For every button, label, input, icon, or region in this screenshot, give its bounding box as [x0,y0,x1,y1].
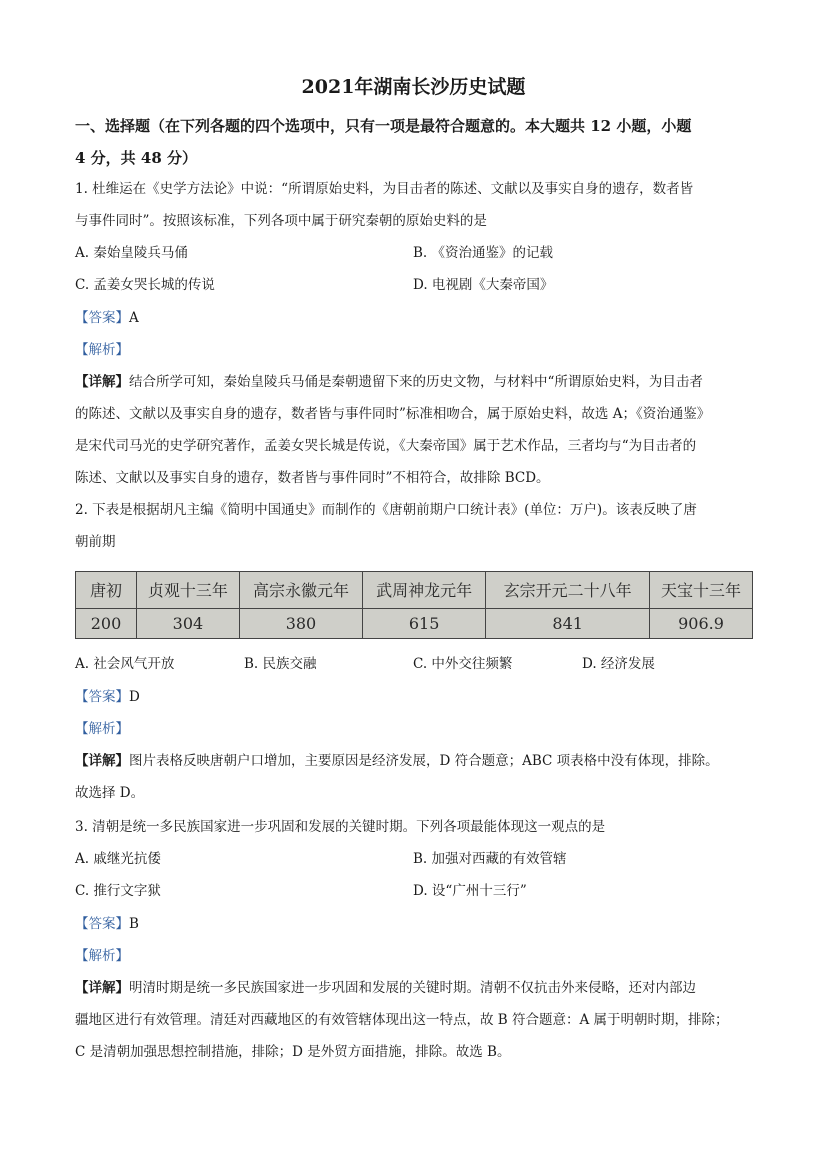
table-header-row [76,572,753,609]
q2-detail-line2: 故选择 D。 [75,785,145,801]
q1-analysis-label: 【解析】 [75,342,129,358]
q1-detail-line4: 陈述、文献以及事实自身的遗存，数者皆与事件同时”不相符合，故排除 BCD。 [75,470,550,486]
detail-label: 【详解】 [75,374,129,390]
table-header-cell: 武周神龙元年 [363,572,486,609]
q1-stem-line2: 与事件同时”。按照该标准，下列各项中属于研究秦朝的原始史料的是 [75,213,487,229]
table-header-cell: 天宝十三年 [650,572,753,609]
table-cell: 841 [486,608,650,638]
page-title: 2021年湖南长沙历史试题 [301,76,526,98]
q1-option-b: B. 《资治通鉴》的记载 [413,245,554,261]
q1-option-d: D. 电视剧《大秦帝国》 [413,277,554,293]
q1-detail-line2: 的陈述、文献以及事实自身的遗存，数者皆与事件同时”标准相吻合，属于原始史料，故选 A；《资治通鉴》 [75,406,711,422]
q3-answer [75,914,755,934]
q2-stem-line2: 朝前期 [75,534,116,550]
q3-option-d: D. 设“广州十三行” [413,883,527,899]
table-cell: 200 [76,608,137,638]
table-cell: 380 [239,608,362,638]
table-cell: 304 [137,608,240,638]
q2-answer-value: D [129,689,140,705]
q3-detail-text1: 明清时期是统一多民族国家进一步巩固和发展的关键时期。清朝不仅抗击外来侵略，还对内部边 [129,980,696,996]
table-header-cell: 贞观十三年 [137,572,240,609]
q3-stem-line1: 3. 清朝是统一多民族国家进一步巩固和发展的关键时期。下列各项最能体现这一观点的是 [75,819,606,835]
table-header-cell: 玄宗开元二十八年 [486,572,650,609]
detail-label: 【详解】 [75,753,129,769]
q3-detail-line3: C 是清朝加强思想控制措施，排除；D 是外贸方面措施，排除。故选 B。 [75,1044,511,1060]
q1-detail-text1: 结合所学可知，秦始皇陵兵马俑是秦朝遗留下来的历史文物，与材料中“所谓原始史料，为目击者 [129,374,703,390]
table-cell: 906.9 [650,608,753,638]
q3-detail-line2: 疆地区进行有效管理。清廷对西藏地区的有效管辖体现出这一特点，故 B 符合题意：A 属于明朝时期，排除； [75,1012,729,1028]
q1-answer [75,308,755,328]
q2-option-a: A. 社会风气开放 [75,656,175,672]
q2-option-b: B. 民族交融 [244,656,317,672]
answer-label: 【答案】 [75,689,129,705]
q3-answer-value: B [129,916,139,932]
q1-answer-value: A [129,310,139,326]
q3-option-b: B. 加强对西藏的有效管辖 [413,851,567,867]
q1-detail-line3: 是宋代司马光的史学研究著作，孟姜女哭长城是传说，《大秦帝国》属于艺术作品，三者均与“为目击者的 [75,438,697,454]
answer-label: 【答案】 [75,310,129,326]
q2-detail-text1: 图片表格反映唐朝户口增加，主要原因是经济发展，D 符合题意；ABC 项表格中没有体现，排除。 [129,753,719,769]
q2-option-d: D. 经济发展 [582,656,655,672]
section-heading-line2: 4 分，共 48 分） [75,149,197,167]
table-cell: 615 [363,608,486,638]
detail-label: 【详解】 [75,980,129,996]
table-header-cell: 唐初 [76,572,137,609]
household-statistics-table-image [75,571,753,639]
q1-detail-line1 [75,372,755,392]
q2-option-c: C. 中外交往频繁 [413,656,513,672]
q1-stem-line1: 1. 杜维运在《史学方法论》中说：“所谓原始史料，为目击者的陈述、文献以及事实自身的遗存，数者皆 [75,181,694,197]
q1-option-c: C. 孟姜女哭长城的传说 [75,277,215,293]
answer-label: 【答案】 [75,916,129,932]
q2-analysis-label: 【解析】 [75,721,129,737]
q3-detail-line1 [75,978,755,998]
q3-option-c: C. 推行文字狱 [75,883,161,899]
q2-detail-line1 [75,751,755,771]
section-heading-line1: 一、选择题（在下列各题的四个选项中，只有一项是最符合题意的。本大题共 12 小题，小题 [75,117,692,135]
q3-analysis-label: 【解析】 [75,948,129,964]
q2-stem-line1: 2. 下表是根据胡凡主编《简明中国通史》而制作的《唐朝前期户口统计表》(单位：万户)。该表反映了唐 [75,502,697,518]
household-table [75,571,753,639]
table-row [76,608,753,638]
q3-option-a: A. 戚继光抗倭 [75,851,161,867]
table-header-cell: 高宗永徽元年 [239,572,362,609]
q1-option-a: A. 秦始皇陵兵马俑 [75,245,188,261]
q2-answer [75,687,755,707]
